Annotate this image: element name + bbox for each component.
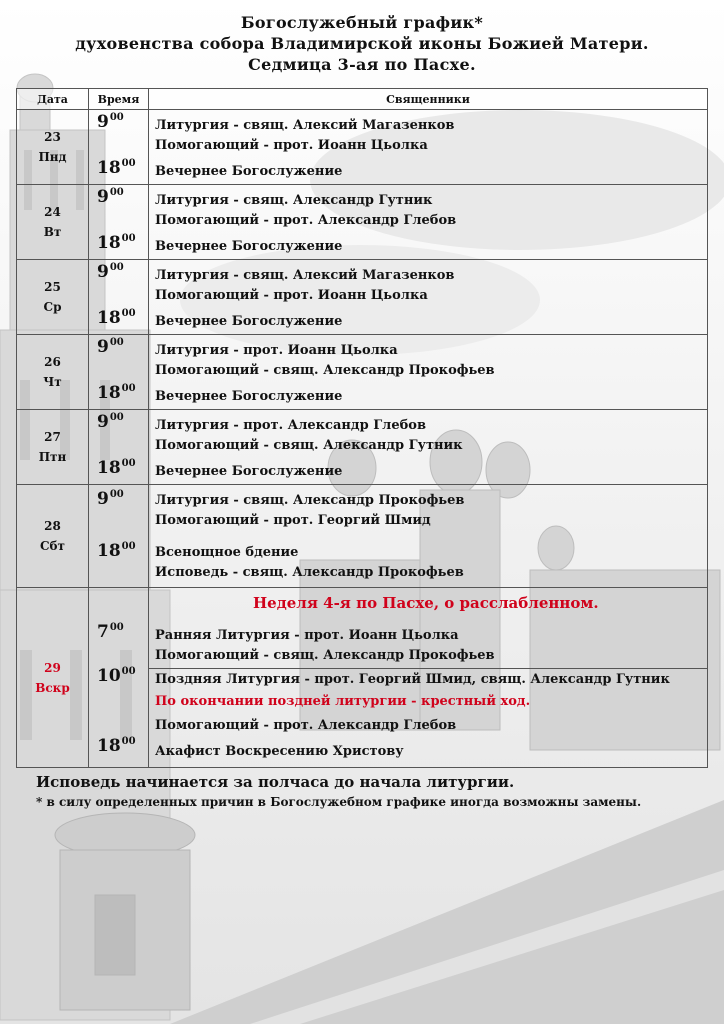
day-number: 26 bbox=[44, 355, 61, 369]
weekday: Сбт bbox=[40, 539, 65, 553]
service-time: $10^{00}$ bbox=[97, 666, 136, 686]
services-cell bbox=[149, 110, 708, 185]
schedule-title: Богослужебный график* bbox=[240, 13, 484, 32]
service-time: $18^{00}$ bbox=[97, 458, 136, 478]
service-line: Вечернее Богослужение bbox=[155, 164, 343, 179]
weekday: Пнд bbox=[38, 150, 67, 164]
date-cell bbox=[17, 185, 89, 260]
service-time: $18^{00}$ bbox=[97, 308, 136, 328]
day-number: 23 bbox=[44, 130, 61, 144]
weekday: Ср bbox=[43, 300, 62, 314]
day-number: 28 bbox=[44, 519, 61, 533]
time-cell bbox=[89, 588, 149, 768]
day-number: 24 bbox=[44, 205, 61, 219]
row-divider bbox=[149, 668, 707, 669]
service-time: $18^{00}$ bbox=[97, 233, 136, 253]
service-line: Литургия - прот. Иоанн Цьолка bbox=[155, 343, 398, 358]
service-time: $18^{00}$ bbox=[97, 541, 136, 561]
date-cell bbox=[17, 410, 89, 485]
service-line: Всенощное бдение bbox=[155, 545, 299, 560]
day-row-friday bbox=[17, 410, 708, 485]
service-line: Помогающий - прот. Александр Глебов bbox=[155, 718, 457, 733]
service-line: Помогающий - прот. Александр Глебов bbox=[155, 213, 457, 228]
day-row-saturday bbox=[17, 485, 708, 588]
service-line: Литургия - свящ. Александр Прокофьев bbox=[155, 493, 465, 508]
weekday: Чт bbox=[43, 375, 62, 389]
day-row-wednesday bbox=[17, 260, 708, 335]
day-number: 27 bbox=[44, 430, 61, 444]
date-cell bbox=[17, 335, 89, 410]
sunday-feast-title: Неделя 4-я по Пасхе, о расслабленном. bbox=[253, 594, 599, 612]
services-cell bbox=[149, 485, 708, 588]
day-row-sunday bbox=[17, 588, 708, 768]
time-cell bbox=[89, 260, 149, 335]
column-header-time: Время bbox=[89, 89, 149, 110]
services-cell bbox=[149, 335, 708, 410]
cathedral-clergy-subtitle: духовенства собора Владимирской иконы Божией Матери. bbox=[75, 34, 649, 53]
service-line: Вечернее Богослужение bbox=[155, 464, 343, 479]
date-cell bbox=[17, 588, 89, 768]
service-time: $7^{00}$ bbox=[97, 622, 124, 642]
service-line: Вечернее Богослужение bbox=[155, 389, 343, 404]
service-time: $9^{00}$ bbox=[97, 412, 124, 432]
services-cell bbox=[149, 185, 708, 260]
day-row-thursday bbox=[17, 335, 708, 410]
service-time: $9^{00}$ bbox=[97, 489, 124, 509]
service-line: Ранняя Литургия - прот. Иоанн Цьолка bbox=[155, 628, 459, 643]
service-line: Помогающий - свящ. Александр Прокофьев bbox=[155, 648, 495, 663]
confession-note: Исповедь начинается за полчаса до начала литургии. bbox=[36, 773, 515, 791]
footer-notes bbox=[36, 771, 641, 811]
service-time: $9^{00}$ bbox=[97, 112, 124, 132]
service-line: Литургия - свящ. Александр Гутник bbox=[155, 193, 433, 208]
services-cell bbox=[149, 588, 708, 768]
date-cell bbox=[17, 485, 89, 588]
weekday: Вт bbox=[43, 225, 62, 239]
service-line: Акафист Воскресению Христову bbox=[155, 744, 404, 759]
service-schedule-table bbox=[16, 88, 708, 768]
day-row-monday bbox=[17, 110, 708, 185]
time-cell bbox=[89, 335, 149, 410]
service-line: Поздняя Литургия - прот. Георгий Шмид, свящ. Александр Гутник bbox=[155, 672, 670, 687]
services-cell bbox=[149, 410, 708, 485]
date-cell bbox=[17, 260, 89, 335]
substitution-note: * в силу определенных причин в Богослужебном графике иногда возможны замены. bbox=[36, 795, 642, 809]
service-line: Исповедь - свящ. Александр Прокофьев bbox=[155, 565, 464, 580]
column-header-priests: Священники bbox=[149, 89, 708, 110]
service-time: $9^{00}$ bbox=[97, 337, 124, 357]
service-line: Помогающий - прот. Георгий Шмид bbox=[155, 513, 431, 528]
time-cell bbox=[89, 485, 149, 588]
week-subtitle: Седмица 3-ая по Пасхе. bbox=[248, 55, 476, 74]
time-cell bbox=[89, 185, 149, 260]
procession-note: По окончании поздней литургии - крестный ход. bbox=[155, 694, 531, 709]
service-line: Помогающий - свящ. Александр Гутник bbox=[155, 438, 463, 453]
date-cell bbox=[17, 110, 89, 185]
service-line: Литургия - свящ. Алексий Магазенков bbox=[155, 268, 455, 283]
service-line: Литургия - прот. Александр Глебов bbox=[155, 418, 426, 433]
service-line: Вечернее Богослужение bbox=[155, 314, 343, 329]
weekday: Птн bbox=[38, 450, 67, 464]
day-row-tuesday bbox=[17, 185, 708, 260]
time-cell bbox=[89, 410, 149, 485]
service-time: $18^{00}$ bbox=[97, 383, 136, 403]
service-time: $18^{00}$ bbox=[97, 158, 136, 178]
day-number: 29 bbox=[44, 660, 61, 675]
service-line: Помогающий - прот. Иоанн Цьолка bbox=[155, 288, 428, 303]
service-line: Помогающий - свящ. Александр Прокофьев bbox=[155, 363, 495, 378]
service-time: $18^{00}$ bbox=[97, 736, 136, 756]
table-header-row bbox=[17, 89, 708, 110]
weekday: Вскр bbox=[35, 680, 70, 695]
day-number: 25 bbox=[44, 280, 61, 294]
time-cell bbox=[89, 110, 149, 185]
service-line: Литургия - свящ. Алексий Магазенков bbox=[155, 118, 455, 133]
service-time: $9^{00}$ bbox=[97, 262, 124, 282]
document-header bbox=[0, 0, 724, 75]
services-cell bbox=[149, 260, 708, 335]
service-line: Вечернее Богослужение bbox=[155, 239, 343, 254]
service-time: $9^{00}$ bbox=[97, 187, 124, 207]
column-header-date: Дата bbox=[17, 89, 89, 110]
service-line: Помогающий - прот. Иоанн Цьолка bbox=[155, 138, 428, 153]
